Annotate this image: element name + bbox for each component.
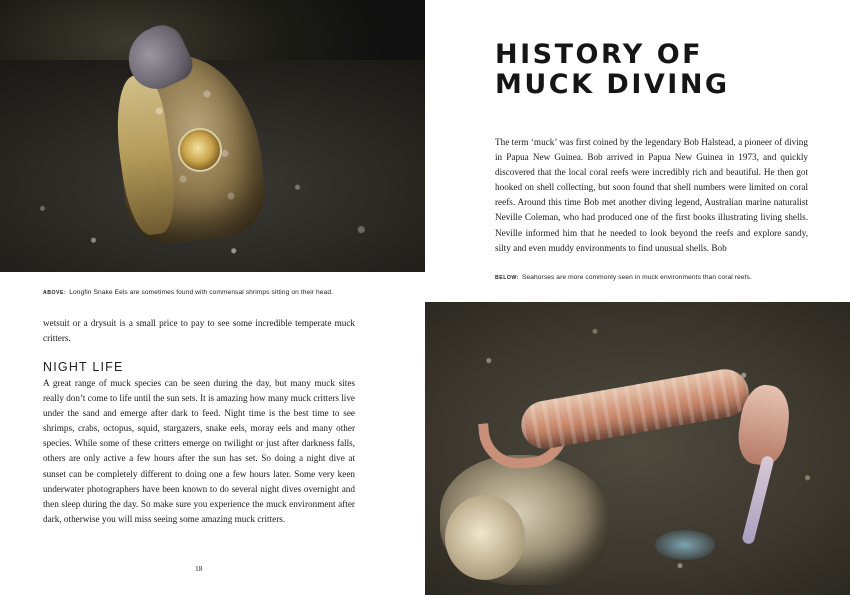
eel-eye [178,128,222,172]
eel-caption [43,289,333,296]
title-line-1: HISTORY OF [495,39,704,70]
night-life-paragraph: A great range of muck species can be seen during the day, but many muck sites really don’t come to life until the sun sets. It is amazing how many muck critters live under the sand and emerge after dark to feed. Night time is the best time to see shrimps, crabs, octopus, squid, stargazers, snake eels, moray eels and many other species. While some of these critters emerge on twilight or just after darkness falls, others are only active a few hours after the sun has set. So doing a night dive at sunset can be completely different to doing one a few hours later. Some very keen underwater photographers have been known to do several night dives overnight and then sleep during the day. So make sure you experience the muck environment after dark, otherwise you will miss seeing some amazing muck critters. [43,378,355,524]
page-title [495,40,730,100]
title-line-2: MUCK DIVING [495,69,730,100]
caption-text: Seahorses are more commonly seen in muck environments than coral reefs. [521,274,752,281]
intro-paragraph: wetsuit or a drysuit is a small price to pay to see some incredible temperate muck critters. [43,318,355,344]
seahorse-caption [495,274,752,281]
section-heading: NIGHT LIFE [43,360,124,374]
history-paragraph: The term ‘muck’ was first coined by the legendary Bob Halstead, a pioneer of diving in Papua New Guinea. Bob arrived in Papua New Guinea in 1973, and quickly discovered that the local coral reefs were incredibly rich and beautiful. He then got hooked on shell collecting, but soon found that shell numbers were limited on coral reefs. Around this time Bob met another diving legend, Australian marine naturalist Neville Coleman, who had produced one of the first books illustrating living shells. Neville informed him that he needed to look beyond the reefs and explore sandy, silty and even muddy environments to find unusual shells. Bob [495,137,808,253]
blue-debris [655,530,715,560]
snake-eel-photo [0,0,425,272]
page-number: 18 [195,564,203,573]
caption-label: BELOW: [495,275,519,281]
caption-text: Longfin Snake Eels are sometimes found with commensal shrimps sitting on their head. [69,289,334,296]
shell-opening [445,495,525,580]
caption-label: ABOVE: [43,290,67,296]
